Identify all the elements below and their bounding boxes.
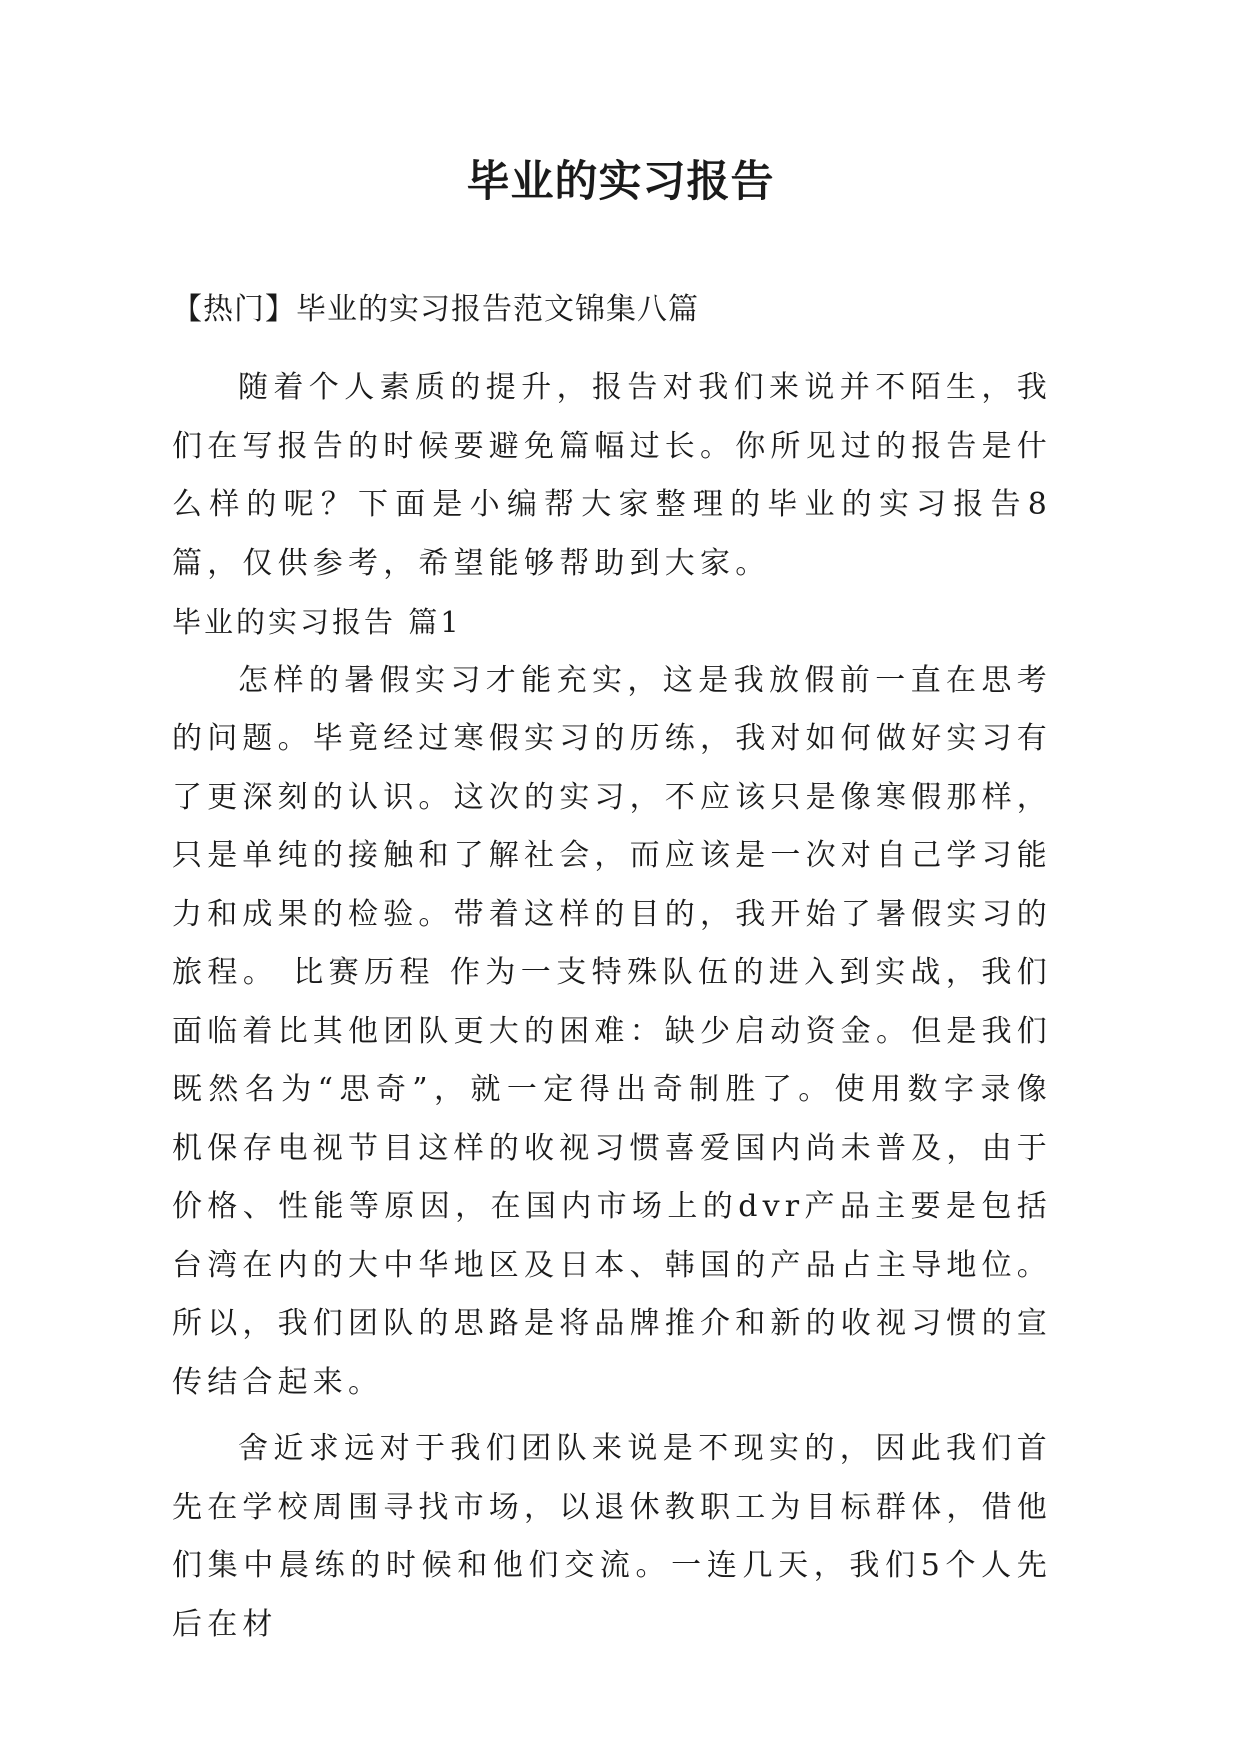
intro-paragraph: 随着个人素质的提升，报告对我们来说并不陌生，我们在写报告的时候要避免篇幅过长。你所见过的报告是什么样的呢？下面是小编帮大家整理的毕业的实习报告8篇，仅供参考，希望能够帮助到大家。 [172, 370, 1052, 581]
paragraph-gap [172, 1412, 1052, 1420]
document-subtitle: 【热门】毕业的实习报告范文锦集八篇 [172, 292, 699, 327]
document-title: 毕业的实习报告 [466, 157, 775, 207]
section-paragraph-2: 舍近求远对于我们团队来说是不现实的，因此我们首先在学校周围寻找市场，以退休教职工为目标群体，借他们集中晨练的时候和他们交流。一连几天，我们5个人先后在材 [172, 1431, 1052, 1642]
body-text [172, 359, 1052, 1654]
section-heading: 毕业的实习报告 篇1 [172, 605, 462, 639]
section-paragraph-1: 怎样的暑假实习才能充实，这是我放假前一直在思考的问题。毕竟经过寒假实习的历练，我对如何做好实习有了更深刻的认识。这次的实习，不应该只是像寒假那样，只是单纯的接触和了解社会，而应该是一次对自己学习能力和成果的检验。带着这样的目的，我开始了暑假实习的旅程。 比赛历程 作为一支特殊队伍的进入到实战，我们面临着比其他团队更大的困难：缺少启动资金。但是我们既然名为“思奇”，就一定得出奇制胜了。使用数字录像机保存电视节目这样的收视习惯喜爱国内尚未普及，由于价格、性能等原因，在国内市场上的dvr产品主要是包括台湾在内的大中华地区及日本、韩国的产品占主导地位。所以，我们团队的思路是将品牌推介和新的收视习惯的宣传结合起来。 [172, 662, 1052, 1400]
